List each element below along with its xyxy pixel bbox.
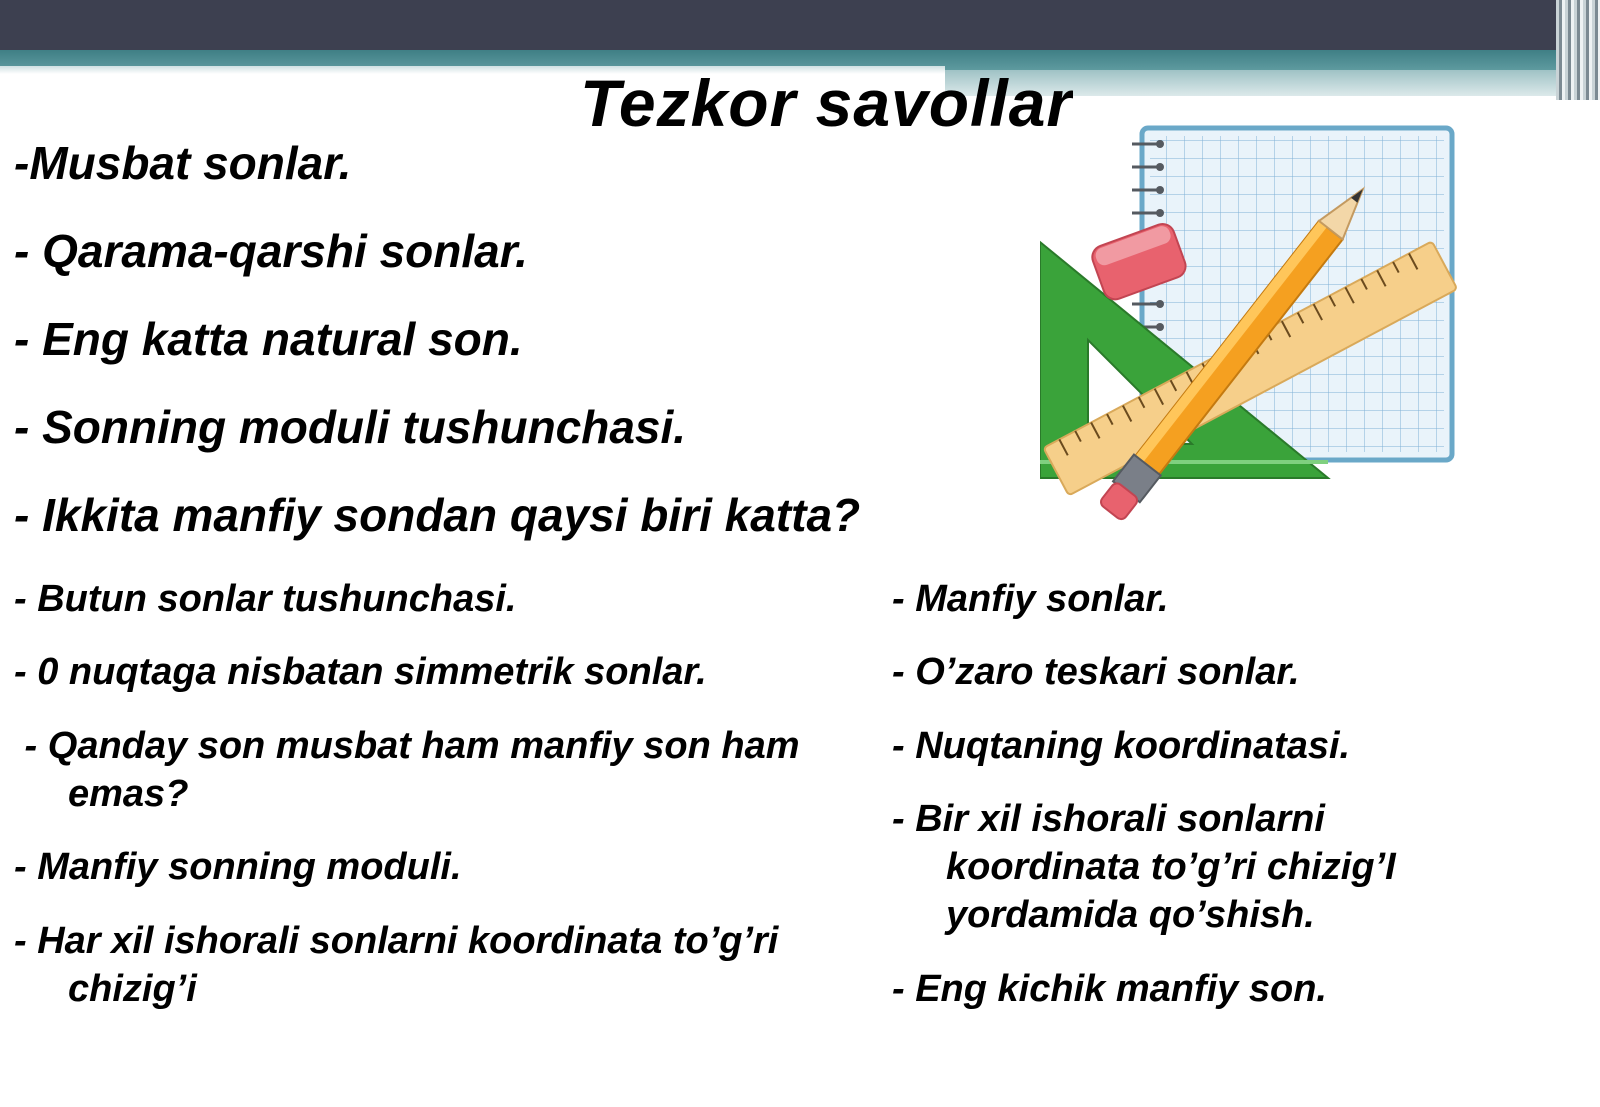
main-question-2: - Qarama-qarshi sonlar. (14, 225, 528, 277)
math-tools-illustration (1040, 122, 1490, 522)
left-question-3: - Qanday son musbat ham manfiy son ham (14, 725, 800, 767)
main-question-5: - Ikkita manfiy sondan qaysi biri katta? (14, 489, 861, 541)
right-question-3: - Nuqtaning koordinatasi. (892, 725, 1351, 767)
left-question-4: - Manfiy sonning moduli. (14, 846, 462, 888)
right-question-4: - Bir xil ishorali sonlarni (892, 798, 1325, 840)
left-question-5: - Har xil ishorali sonlarni koordinata to’g’ri (14, 920, 779, 962)
right-question-5: - Eng kichik manfiy son. (892, 968, 1327, 1010)
header-band (0, 0, 1600, 50)
main-question-3: - Eng katta natural son. (14, 313, 523, 365)
right-question-4-continued-2: yordamida qo’shish. (946, 894, 1315, 936)
right-question-1: - Manfiy sonlar. (892, 578, 1169, 620)
main-question-4: - Sonning moduli tushunchasi. (14, 401, 687, 453)
left-question-1: - Butun sonlar tushunchasi. (14, 578, 517, 620)
right-question-4-continued: koordinata to’g’ri chizig’I (946, 846, 1396, 888)
left-question-5-continued: chizig’i (68, 968, 197, 1010)
right-question-2: - O’zaro teskari sonlar. (892, 651, 1300, 693)
left-question-3-continued: emas? (68, 773, 189, 815)
slide-title: Tezkor savollar (580, 70, 1074, 138)
header-stripes-decoration (1556, 0, 1600, 100)
left-question-2: - 0 nuqtaga nisbatan simmetrik sonlar. (14, 651, 707, 693)
main-question-1: -Musbat sonlar. (14, 137, 352, 189)
